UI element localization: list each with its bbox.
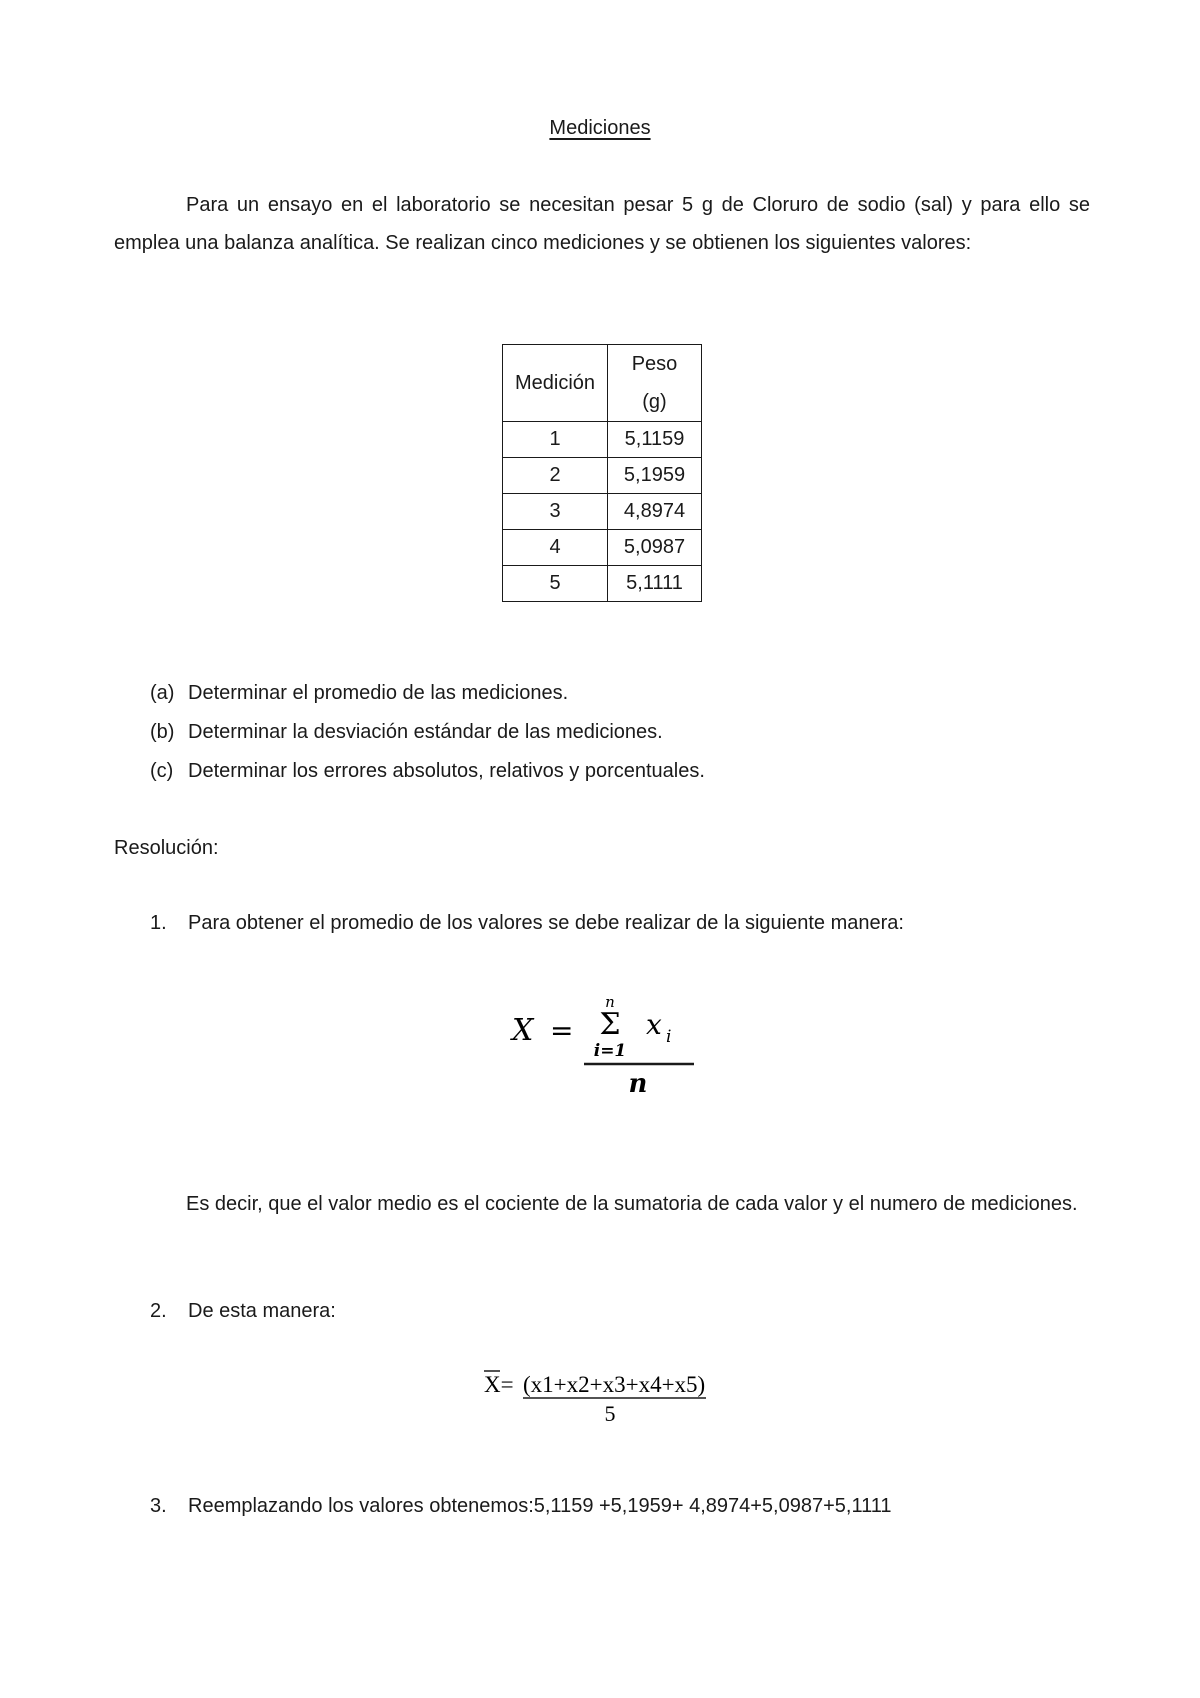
page-title: Mediciones [549, 117, 651, 139]
table-row [503, 566, 702, 602]
cell-medicion: 3 [503, 494, 608, 530]
cell-peso: 5,0987 [608, 530, 702, 566]
cell-medicion: 2 [503, 458, 608, 494]
table-row [503, 458, 702, 494]
explanation-paragraph: Es decir, que el valor medio es el cociente de la sumatoria de cada valor y el numero de mediciones. [186, 1193, 1078, 1215]
mean-formula [500, 990, 720, 1100]
sum-upper-limit: n [605, 993, 615, 1011]
sum-term: x [646, 1008, 662, 1041]
sum-lower-limit: i=1 [593, 1041, 627, 1061]
table-row [503, 530, 702, 566]
cell-medicion: 5 [503, 566, 608, 602]
header-peso: Peso (g) [608, 345, 702, 422]
formula2-numerator: (x1+x2+x3+x4+x5) [523, 1372, 706, 1397]
step-2: 2. De esta manera: [150, 1300, 336, 1322]
mean-expanded-formula [470, 1365, 730, 1427]
summation-symbol: Σ [599, 1007, 621, 1042]
formula2-denominator: 5 [604, 1401, 616, 1426]
question-b: (b) Determinar la desviación estándar de las mediciones. [150, 721, 663, 743]
formula-denominator: n [628, 1069, 648, 1099]
formula2-lhs: X= [484, 1372, 514, 1397]
question-a: (a) Determinar el promedio de las mediciones. [150, 682, 569, 704]
question-c: (c) Determinar los errores absolutos, relativos y porcentuales. [150, 760, 705, 782]
formula-equals: = [550, 1014, 574, 1047]
cell-medicion: 1 [503, 422, 608, 458]
intro-paragraph: Para un ensayo en el laboratorio se necesitan pesar 5 g de Cloruro de sodio (sal) y para ello se emplea una balanza analítica. Se realizan cinco mediciones y se obtienen los siguientes valores: [114, 194, 1090, 254]
header-medicion: Medición [503, 345, 608, 422]
cell-peso: 5,1111 [608, 566, 702, 602]
sum-term-subscript: i [666, 1027, 672, 1047]
table-row [503, 494, 702, 530]
step-3: 3. Reemplazando los valores obtenemos:5,1159 +5,1959+ 4,8974+5,0987+5,1111 [150, 1495, 892, 1517]
measurements-table [502, 344, 702, 602]
cell-peso: 5,1959 [608, 458, 702, 494]
cell-peso: 5,1159 [608, 422, 702, 458]
step-1: 1. Para obtener el promedio de los valores se debe realizar de la siguiente manera: [150, 912, 904, 934]
cell-medicion: 4 [503, 530, 608, 566]
resolution-heading: Resolución: [114, 837, 219, 859]
table-header-row [503, 345, 702, 422]
table-row [503, 422, 702, 458]
formula-lhs: X [512, 1013, 534, 1048]
cell-peso: 4,8974 [608, 494, 702, 530]
